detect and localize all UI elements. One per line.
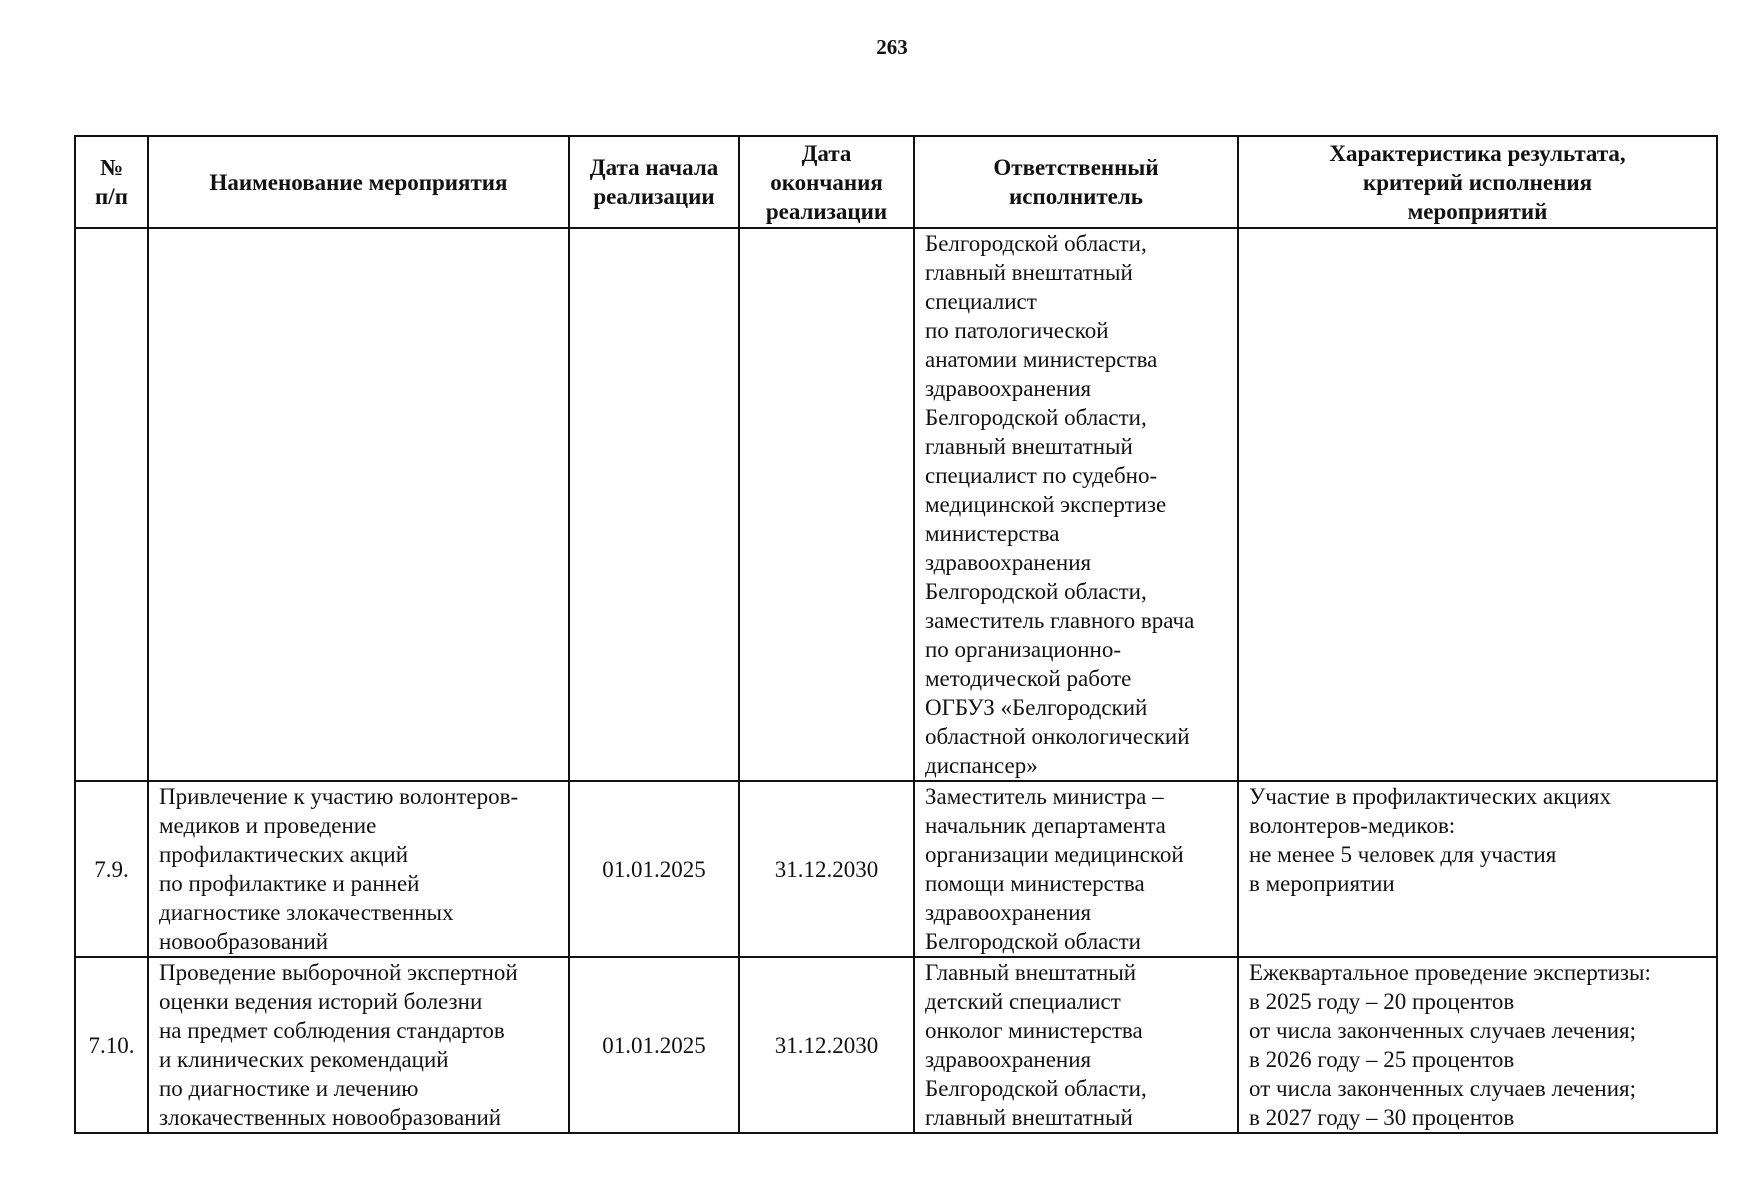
cell-result (1238, 228, 1717, 781)
header-line: критерий исполнения (1362, 169, 1593, 195)
text-line: помощи министерства (925, 871, 1145, 896)
cell-responsible (914, 228, 1238, 781)
text-line: на предмет соблюдения стандартов (159, 1018, 505, 1043)
text-line: Белгородской области, (925, 405, 1147, 430)
text-line: от числа законченных случаев лечения; (1249, 1076, 1636, 1101)
text-line: заместитель главного врача (925, 608, 1195, 633)
header-end-date (739, 136, 914, 228)
header-line: п/п (95, 184, 128, 209)
text-line: Заместитель министра – (925, 784, 1164, 809)
cell-number: 7.10. (75, 957, 148, 1133)
text-line: по профилактике и ранней (159, 871, 420, 896)
header-line: Характеристика результата, (1329, 140, 1626, 166)
text-line: онколог министерства (925, 1018, 1143, 1043)
cell-end-date: 31.12.2030 (739, 781, 914, 957)
table-row-7-9 (75, 781, 1717, 957)
cell-end-date (739, 228, 914, 781)
header-line: Дата начала (589, 155, 719, 180)
text-line: диагностике злокачественных (159, 900, 454, 925)
header-line: № (99, 155, 124, 180)
text-line: от числа законченных случаев лечения; (1249, 1018, 1636, 1043)
text-line: медиков и проведение (159, 813, 377, 838)
text-line: главный внештатный (925, 434, 1133, 459)
measures-table (74, 135, 1718, 1134)
text-line: здравоохранения (925, 900, 1092, 925)
cell-name (148, 781, 569, 957)
text-line: по организационно- (925, 637, 1122, 662)
cell-result (1238, 957, 1717, 1133)
header-start-date (569, 136, 739, 228)
text-line: Проведение выборочной экспертной (159, 960, 518, 985)
text-line: волонтеров-медиков: (1249, 813, 1456, 838)
text-line: организации медицинской (925, 842, 1184, 867)
text-line: злокачественных новообразований (159, 1105, 502, 1130)
cell-name (148, 228, 569, 781)
text-line: не менее 5 человек для участия (1249, 842, 1557, 867)
text-line: по патологической (925, 318, 1109, 343)
text-line: Белгородской области, (925, 231, 1147, 256)
text-line: специалист по судебно- (925, 463, 1158, 488)
cell-number (75, 228, 148, 781)
text-line: диспансер» (925, 753, 1038, 778)
text-line: в мероприятии (1249, 871, 1395, 896)
header-line: Наименование мероприятия (209, 169, 508, 195)
cell-end-date: 31.12.2030 (739, 957, 914, 1133)
header-line: окончания (770, 169, 883, 195)
text-line: здравоохранения (925, 1047, 1092, 1072)
cell-name (148, 957, 569, 1133)
text-line: методической работе (925, 666, 1132, 691)
text-line: профилактических акций (159, 842, 409, 867)
text-line: Белгородской области, (925, 1076, 1147, 1101)
text-line: в 2025 году – 20 процентов (1249, 989, 1515, 1014)
cell-responsible (914, 781, 1238, 957)
text-line: специалист (925, 289, 1037, 314)
text-line: Главный внештатный (925, 960, 1137, 985)
header-name (148, 136, 569, 228)
header-line: реализации (765, 198, 888, 224)
cell-start-date: 01.01.2025 (569, 957, 739, 1133)
cell-number: 7.9. (75, 781, 148, 957)
text-line: по диагностике и лечению (159, 1076, 419, 1101)
text-line: здравоохранения (925, 376, 1092, 401)
cell-start-date: 01.01.2025 (569, 781, 739, 957)
text-line: областной онкологический (925, 724, 1190, 749)
header-responsible (914, 136, 1238, 228)
text-line: медицинской экспертизе (925, 492, 1167, 517)
table-header-row (75, 136, 1717, 228)
text-line: здравоохранения (925, 550, 1092, 575)
cell-result (1238, 781, 1717, 957)
text-line: Привлечение к участию волонтеров- (159, 784, 519, 809)
header-line: мероприятий (1407, 198, 1548, 224)
text-line: министерства (925, 521, 1060, 546)
text-line: анатомии министерства (925, 347, 1158, 372)
cell-start-date (569, 228, 739, 781)
text-line: в 2027 году – 30 процентов (1249, 1105, 1515, 1130)
text-line: новообразований (159, 929, 329, 954)
table-row-7-10 (75, 957, 1717, 1133)
header-line: Ответственный (993, 155, 1159, 180)
header-result (1238, 136, 1717, 228)
header-line: Дата (801, 140, 852, 166)
text-line: Белгородской области (925, 929, 1141, 954)
header-line: исполнитель (1009, 184, 1143, 209)
text-line: главный внештатный (925, 1105, 1133, 1130)
header-number (75, 136, 148, 228)
text-line: начальник департамента (925, 813, 1166, 838)
text-line: главный внештатный (925, 260, 1133, 285)
text-line: в 2026 году – 25 процентов (1249, 1047, 1515, 1072)
text-line: Ежеквартальное проведение экспертизы: (1249, 960, 1651, 985)
table-row-continuation (75, 228, 1717, 781)
text-line: Белгородской области, (925, 579, 1147, 604)
text-line: детский специалист (925, 989, 1121, 1014)
cell-responsible (914, 957, 1238, 1133)
text-line: оценки ведения историй болезни (159, 989, 483, 1014)
text-line: Участие в профилактических акциях (1249, 784, 1612, 809)
text-line: и клинических рекомендаций (159, 1047, 449, 1072)
text-line: ОГБУЗ «Белгородский (925, 695, 1148, 720)
header-line: реализации (593, 184, 715, 209)
page-number: 263 (876, 35, 908, 59)
